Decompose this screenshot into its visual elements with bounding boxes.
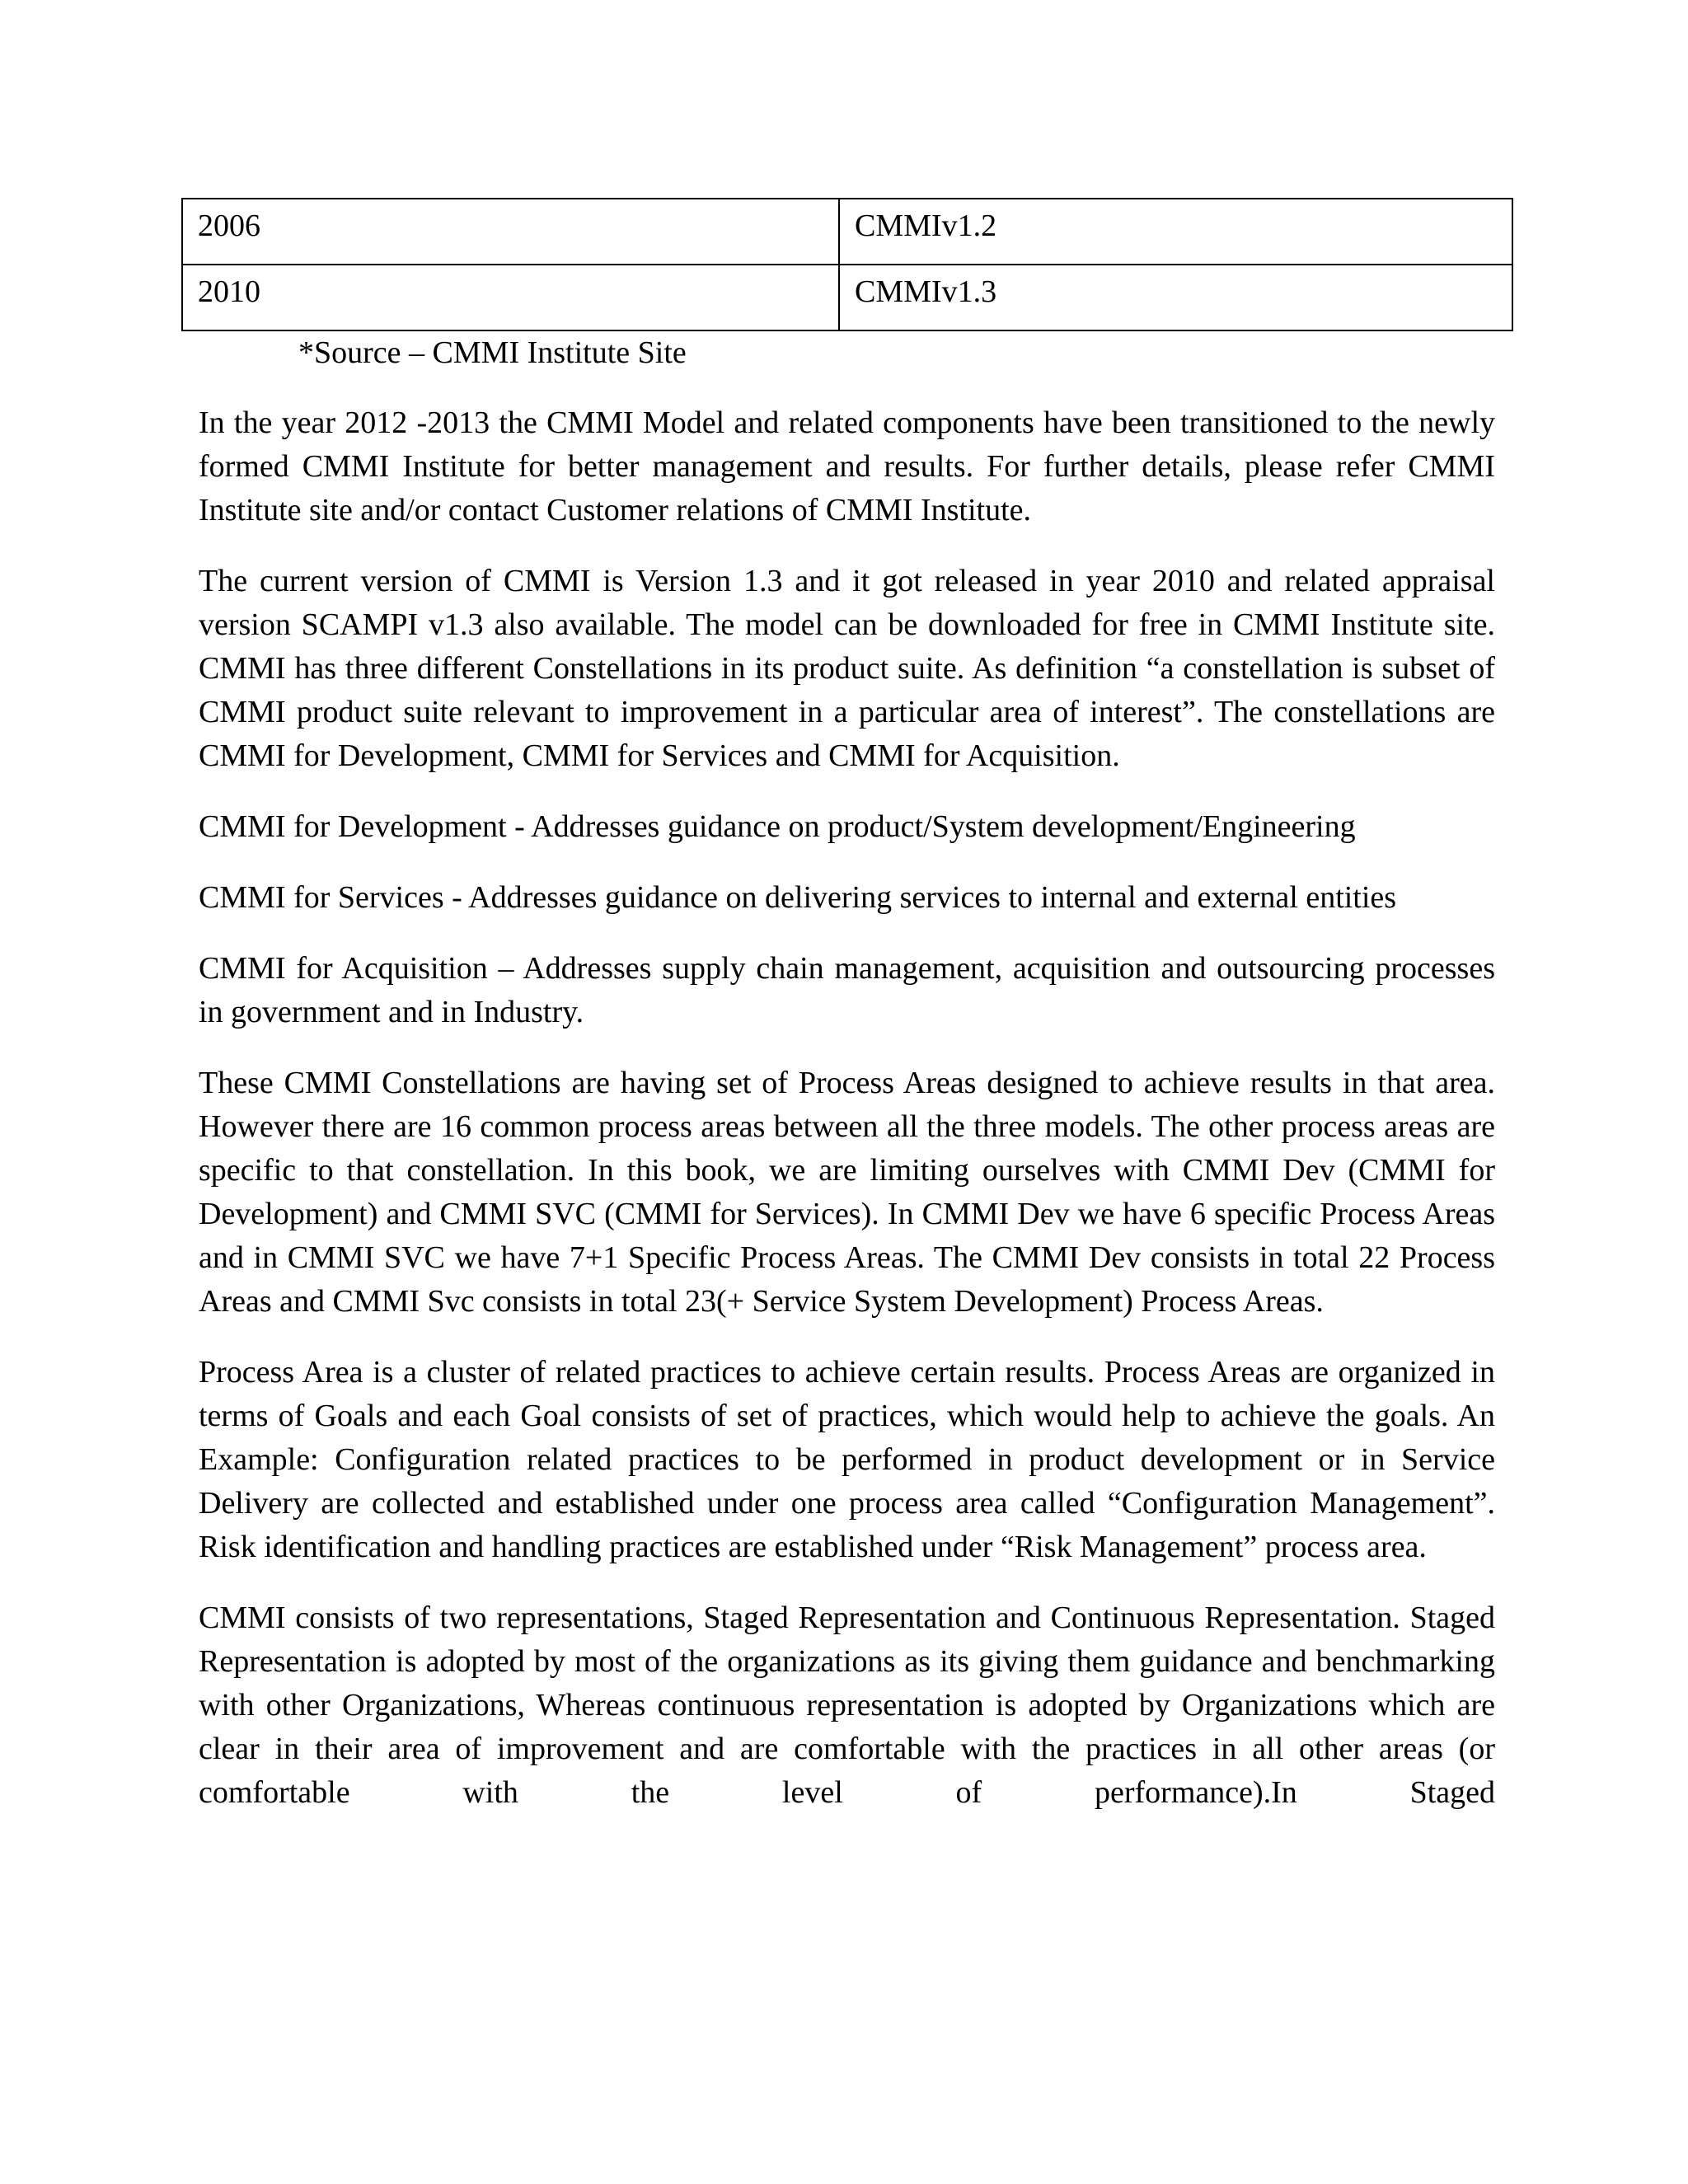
table-row <box>182 199 1512 265</box>
version-history-table <box>181 198 1513 331</box>
paragraph: These CMMI Constellations are having set of Process Areas designed to achieve results in that area. However there are 16 common process areas between all the three models. The other process areas are specific to that constellation. In this book, we are limiting ourselves with CMMI Dev (CMMI for Development) and CMMI SVC (CMMI for Services). In CMMI Dev we have 6 specific Process Areas and in CMMI SVC we have 7+1 Specific Process Areas. The CMMI Dev consists in total 22 Process Areas and CMMI Svc consists in total 23(+ Service System Development) Process Areas. <box>199 1066 1495 1319</box>
body-text <box>199 401 1495 1842</box>
table-cell-year: 2010 <box>182 265 839 330</box>
paragraph: CMMI for Development - Addresses guidance on product/System development/Engineering <box>199 809 1356 844</box>
paragraph: The current version of CMMI is Version 1.3 and it got released in year 2010 and related appraisal version SCAMPI v1.3 also available. The model can be downloaded for free in CMMI Institute site. CMMI has three different Constellations in its product suite. As definition “a constellation is subset of CMMI product suite relevant to improvement in a particular area of interest”. The constellations are CMMI for Development, CMMI for Services and CMMI for Acquisition. <box>199 564 1495 773</box>
paragraph: In the year 2012 -2013 the CMMI Model and related components have been transitioned to the newly formed CMMI Institute for better management and results. For further details, please refer CMMI Institute site and/or contact Customer relations of CMMI Institute. <box>199 405 1495 527</box>
table-row <box>182 265 1512 330</box>
paragraph: Process Area is a cluster of related practices to achieve certain results. Process Areas are organized in terms of Goals and each Goal consists of set of practices, which would help to achieve the goals. An Example: Configuration related practices to be performed in product development or in Service Delivery are collected and established under one process area called “Configuration Management”. Risk identification and handling practices are established under “Risk Management” process area. <box>199 1355 1495 1564</box>
table-source-note: *Source – CMMI Institute Site <box>298 335 687 370</box>
paragraph: CMMI for Acquisition – Addresses supply chain management, acquisition and outsourcing processes in government and in Industry. <box>199 951 1495 1029</box>
table-cell-version: CMMIv1.3 <box>839 265 1512 330</box>
paragraph: CMMI consists of two representations, Staged Representation and Continuous Representation. Staged Representation is adopted by most of the organizations as its giving them guidance and benchmarking with other Organizations, Whereas continuous representation is adopted by Organizations which are clear in their area of improvement and are comfortable with the practices in all other areas (or comfortable with the level of performance).In Staged <box>199 1601 1495 1810</box>
table-cell-year: 2006 <box>182 199 839 265</box>
paragraph: CMMI for Services - Addresses guidance on delivering services to internal and external entities <box>199 880 1397 915</box>
table-cell-version: CMMIv1.2 <box>839 199 1512 265</box>
